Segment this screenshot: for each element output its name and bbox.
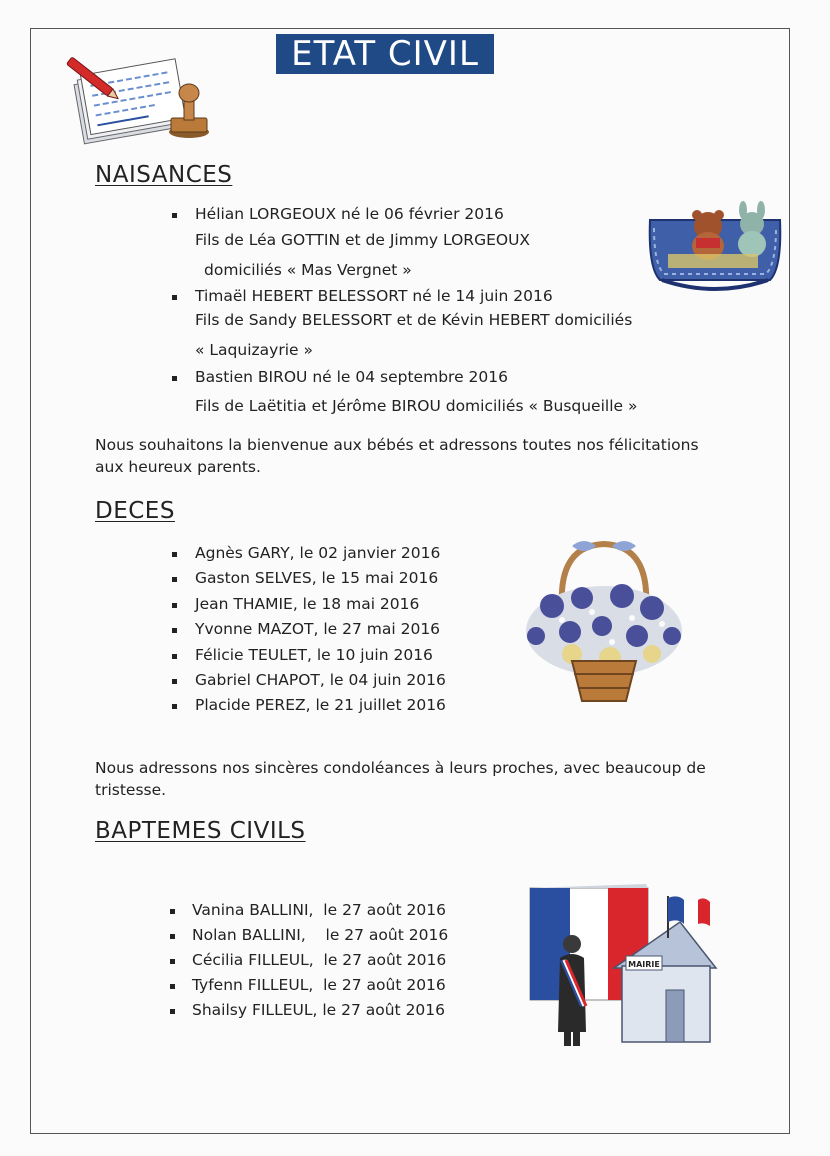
mairie-label: MAIRIE xyxy=(628,960,660,969)
naissance-3-line-1: Bastien BIROU né le 04 septembre 2016 xyxy=(195,368,508,386)
bullet xyxy=(170,1009,175,1014)
deces-entry: Placide PEREZ, le 21 juillet 2016 xyxy=(195,696,446,714)
naissance-3-line-2: Fils de Laëtitia et Jérôme BIROU domiciliés « Busqueille » xyxy=(195,397,638,415)
section-heading-deces: DECES xyxy=(95,498,175,524)
bullet xyxy=(170,909,175,914)
naissance-1-line-1: Hélian LORGEOUX né le 06 février 2016 xyxy=(195,205,504,223)
bullet xyxy=(170,934,175,939)
bullet xyxy=(172,679,177,684)
bapteme-entry: Shailsy FILLEUL, le 27 août 2016 xyxy=(192,1001,446,1019)
bullet xyxy=(172,654,177,659)
bapteme-entry: Cécilia FILLEUL, le 27 août 2016 xyxy=(192,951,447,969)
naissance-2-line-1: Timaël HEBERT BELESSORT né le 14 juin 2016 xyxy=(195,287,553,305)
deces-entry: Yvonne MAZOT, le 27 mai 2016 xyxy=(195,620,441,638)
section-heading-naissances: NAISANCES xyxy=(95,162,233,188)
deces-entry: Agnès GARY, le 02 janvier 2016 xyxy=(195,544,441,562)
bullet xyxy=(172,213,177,218)
deces-entry: Gaston SELVES, le 15 mai 2016 xyxy=(195,569,439,587)
deces-entry: Gabriel CHAPOT, le 04 juin 2016 xyxy=(195,671,446,689)
deces-entry: Jean THAMIE, le 18 mai 2016 xyxy=(195,595,420,613)
document-stamp-icon xyxy=(56,48,216,148)
bullet xyxy=(172,295,177,300)
bullet xyxy=(172,628,177,633)
mairie-flag-icon xyxy=(526,882,722,1050)
section-heading-baptemes: BAPTEMES CIVILS xyxy=(95,818,306,844)
bullet xyxy=(170,959,175,964)
naissance-1-line-3: domiciliés « Mas Vergnet » xyxy=(204,261,412,279)
cradle-teddy-icon xyxy=(640,198,790,298)
bullet xyxy=(172,376,177,381)
deces-entry: Félicie TEULET, le 10 juin 2016 xyxy=(195,646,433,664)
bapteme-entry: Tyfenn FILLEUL, le 27 août 2016 xyxy=(192,976,446,994)
naissance-2-line-2: Fils de Sandy BELESSORT et de Kévin HEBERT domiciliés xyxy=(195,311,633,329)
naissance-1-line-2: Fils de Léa GOTTIN et de Jimmy LORGEOUX xyxy=(195,231,531,249)
bullet xyxy=(172,603,177,608)
naissances-message: Nous souhaitons la bienvenue aux bébés et adressons toutes nos félicitations aux heureux parents. xyxy=(95,436,699,476)
bapteme-entry: Nolan BALLINI, le 27 août 2016 xyxy=(192,926,449,944)
bullet xyxy=(172,577,177,582)
bullet xyxy=(172,704,177,709)
flower-basket-icon xyxy=(512,536,697,720)
bapteme-entry: Vanina BALLINI, le 27 août 2016 xyxy=(192,901,446,919)
bullet xyxy=(172,552,177,557)
bullet xyxy=(170,984,175,989)
deces-message: Nous adressons nos sincères condoléances à leurs proches, avec beaucoup de tristesse. xyxy=(95,759,706,799)
page-title: ETAT CIVIL xyxy=(276,34,494,74)
naissance-2-line-3: « Laquizayrie » xyxy=(195,341,313,359)
